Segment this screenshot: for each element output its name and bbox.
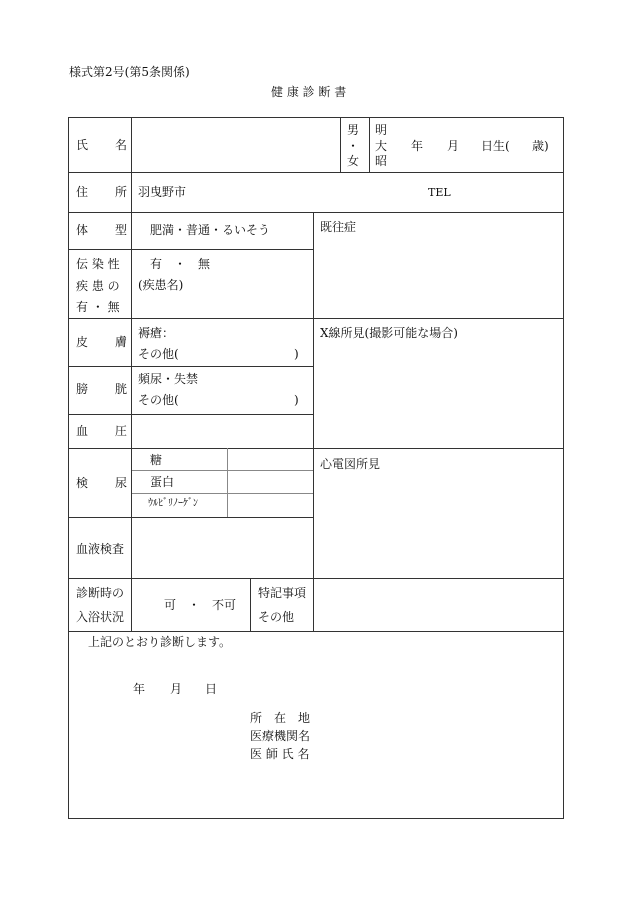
urine-divider-2 [131, 493, 313, 494]
age-label: 歳) [532, 139, 549, 153]
bladder-other-close: ) [294, 393, 299, 407]
institution-label: 医療機関名 [250, 729, 311, 743]
row-divider-address [68, 212, 564, 213]
bp-label-a: 血 [76, 424, 89, 438]
name-label-b: 名 [115, 138, 128, 152]
bathing-divider-1 [250, 578, 251, 631]
body-type-label-b: 型 [115, 223, 128, 237]
bathing-value: 可 ・ 不可 [164, 598, 237, 612]
special-notes-line2: その他 [258, 610, 295, 624]
gender-dot: ・ [347, 139, 360, 153]
birth-year-label: 年 [411, 139, 424, 153]
doctor-name-label: 医 師 氏 名 [250, 747, 310, 761]
era-showa: 昭 [375, 154, 388, 168]
urobilinogen-label: ｳﾙﾋﾞﾘﾉｰｹﾞﾝ [148, 498, 198, 509]
infection-label-line3: 有 ・ 無 [76, 300, 120, 314]
address-label-b: 所 [115, 185, 128, 199]
birth-day-label: 日生( [481, 139, 510, 153]
row-divider-blood-test [68, 578, 564, 579]
era-taisho: 大 [375, 139, 388, 153]
row-divider-bathing [68, 631, 564, 632]
urine-label-a: 検 [76, 476, 89, 490]
row-divider-bladder [68, 414, 313, 415]
address-label-a: 住 [76, 185, 89, 199]
skin-label-a: 皮 [76, 335, 89, 349]
date-day-label: 日 [205, 682, 218, 696]
location-label: 所 在 地 [250, 711, 311, 725]
date-year-label: 年 [133, 682, 146, 696]
medical-history-label: 既往症 [320, 220, 357, 234]
urine-protein-label: 蛋白 [150, 475, 175, 489]
address-city: 羽曳野市 [138, 185, 187, 199]
row-divider-bp [68, 448, 564, 449]
ecg-label: 心電図所見 [320, 457, 381, 471]
special-notes-line1: 特記事項 [258, 586, 307, 600]
body-type-label-a: 体 [76, 223, 89, 237]
gender-female: 女 [347, 154, 360, 168]
era-meiji: 明 [375, 123, 388, 137]
infection-label-line2: 疾 患 の [76, 279, 120, 293]
blood-test-label: 血液検査 [76, 542, 125, 556]
bathing-label-line2: 入浴状況 [76, 610, 125, 624]
label-column-divider [131, 117, 132, 631]
row-divider-name [68, 172, 564, 173]
form-number: 様式第2号(第5条関係) [69, 65, 190, 79]
bladder-other-label: その他( [138, 393, 179, 407]
urine-value-divider [227, 448, 228, 517]
xray-label: X線所見(撮影可能な場合) [320, 326, 458, 340]
row-divider-body-type [68, 249, 313, 250]
tel-label: TEL [428, 186, 451, 199]
bathing-label-line1: 診断時の [76, 586, 125, 600]
row-divider-skin [68, 366, 313, 367]
gender-divider-right [369, 117, 370, 172]
infection-label-line1: 伝 染 性 [76, 257, 120, 271]
bp-label-b: 圧 [115, 424, 128, 438]
skin-other-label: その他( [138, 347, 179, 361]
pressure-ulcer-label: 褥瘡： [138, 326, 175, 340]
urine-divider-1 [131, 470, 313, 471]
disease-name-label: (疾患名) [138, 278, 184, 292]
skin-label-b: 膚 [115, 335, 128, 349]
bladder-label-a: 膀 [76, 382, 89, 396]
form-table [68, 117, 564, 819]
diagnosis-statement: 上記のとおり診断します。 [88, 635, 232, 649]
skin-other-close: ) [294, 347, 299, 361]
date-month-label: 月 [170, 682, 183, 696]
gender-divider-left [340, 117, 341, 172]
infection-value: 有 ・ 無 [150, 257, 211, 271]
bathing-divider-2 [313, 578, 314, 631]
urine-label-b: 尿 [115, 476, 128, 490]
body-type-options: 肥満・普通・るいそう [150, 223, 271, 237]
findings-column-divider [313, 212, 314, 578]
frequent-urination-label: 頻尿・失禁 [138, 372, 199, 386]
urine-sugar-label: 糖 [150, 453, 163, 467]
bladder-label-b: 胱 [115, 382, 128, 396]
gender-male: 男 [347, 123, 360, 137]
row-divider-urine [68, 517, 313, 518]
page-title: 健 康 診 断 書 [271, 85, 347, 99]
name-label-a: 氏 [76, 138, 89, 152]
row-divider-infection [68, 318, 564, 319]
birth-month-label: 月 [447, 139, 460, 153]
